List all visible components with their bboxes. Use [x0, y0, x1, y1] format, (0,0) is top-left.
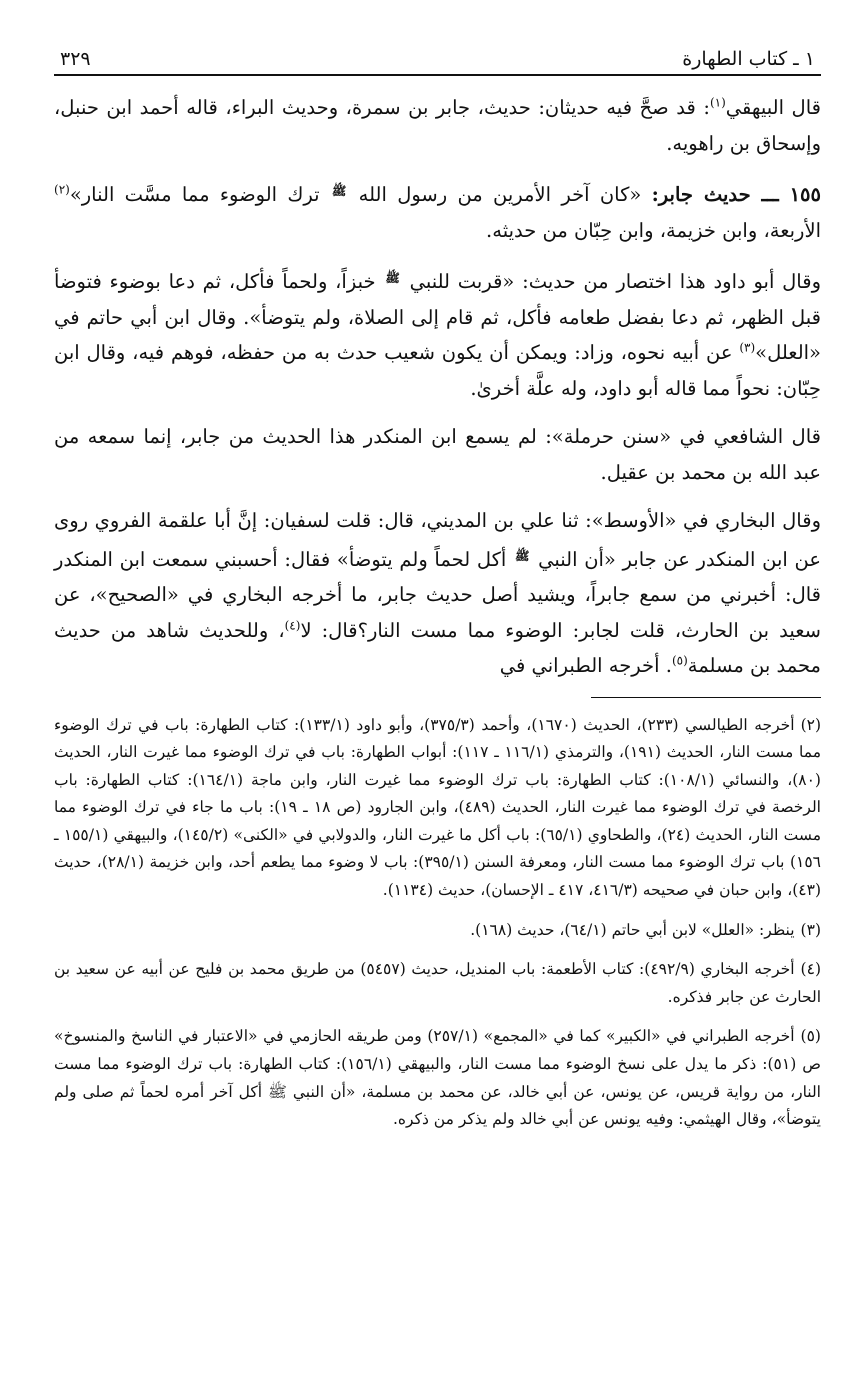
paragraph-bayhaqi [54, 90, 821, 161]
footnote-text: ينظر: «العلل» لابن أبي حاتم (٦٤/١)، حديث (١٦٨). [470, 920, 795, 939]
main-text [54, 90, 821, 684]
salla-glyph: ﷺ [331, 184, 347, 198]
footnote-ref[interactable]: (٥) [671, 653, 688, 668]
para-lead: قال البيهقي [725, 96, 821, 119]
footnote-ref[interactable]: (٣) [739, 340, 756, 355]
para-text: ترك الوضوء مما مسَّت النار» [69, 183, 330, 206]
footnote-ref[interactable]: (٤) [284, 618, 301, 632]
paragraph-hadith-155 [54, 174, 821, 248]
para-text: : قد صحَّ فيه حديثان: حديث، جابر بن سمرة، وحديث البراء، قاله أحمد ابن حنبل، وإسحاق بن راهويه. [54, 96, 821, 155]
footnote-3 [54, 917, 821, 945]
footnote-divider [591, 697, 821, 698]
para-text: ، وللحديث شاهد من حديث محمد بن مسلمة [54, 618, 821, 677]
footnote-ref[interactable]: (١) [709, 95, 726, 110]
para-text: خبزاً، ولحماً فأكل، ثم دعا بوضوء فتوضأ قبل الظهر، ثم دعا بفضل طعامه فأكل، ثم قام إلى الصلاة، ولم يتوضأ». وقال ابن أبي حاتم في «العلل» [54, 270, 821, 364]
chapter-title: ١ ـ كتاب الطهارة [682, 48, 815, 70]
running-header [54, 48, 821, 76]
footnote-text: أخرجه البخاري (٤٩٢/٩): كتاب الأطعمة: باب المنديل، حديث (٥٤٥٧) من طريق محمد بن فليح عن أبيه عن سعيد بن الحارث عن جابر فذكره. [54, 960, 821, 1006]
para-text: قال الشافعي في «سنن حرملة»: لم يسمع ابن المنكدر هذا الحديث من جابر، إنما سمعه من عبد الله بن محمد بن عقيل. [54, 425, 821, 484]
footnote-number: (٣) [800, 920, 821, 939]
para-text: عن أبيه نحوه، وزاد: ويمكن أن يكون شعيب حدث به من حفظه، فوهم فيه، وقال ابن حِبّان: نحواً مما قاله أبو داود، وله علَّة أخرىٰ. [54, 341, 821, 400]
paragraph-abu-dawud [54, 261, 821, 406]
paragraph-shafii [54, 419, 821, 490]
footnote-ref[interactable]: (٢) [54, 182, 70, 197]
footnotes-section [54, 712, 821, 1134]
footnote-text: أخرجه الطبراني في «الكبير» كما في «المجمع» (٢٥٧/١) ومن طريقه الحازمي في «الاعتبار في الناسخ والمنسوخ» ص (٥١): ذكر ما يدل على نسخ الوضوء مما مست النار، والبيهقي (١٥٦/١): كتاب الطهارة: باب ترك الوضوء مما مست النار، من رواية قريس، عن يونس، عن أبي خالد، عن محمد بن مسلمة، «أن النبي ﷺ أكل آخر أمره لحماً ثم صلى ولم يتوضأ»، وقال الهيثمي: وفيه يونس عن أبي خالد ولم يذكر من ذكره. [54, 1027, 821, 1129]
para-text: أكل لحماً ولم يتوضأ» فقال: أحسبني سمعت ابن المنكدر قال: أخبرني من سمع جابراً، ويشيد أصل حديث جابر، ما أخرجه البخاري في «الصحيح»، عن سعيد بن الحارث، قلت لجابر: الوضوء مما مست النار؟قال: لا [54, 547, 821, 642]
hadith-number-label: ١٥٥ ـــ حديث جابر: [651, 183, 821, 206]
footnote-number: (٥) [800, 1027, 821, 1046]
footnote-text: أخرجه الطيالسي (٢٣٣)، الحديث (١٦٧٠)، وأحمد (٣٧٥/٣)، وأبو داود (١٣٣/١): كتاب الطهارة: باب في ترك الوضوء مما مست النار، الحديث (١٩١)، والترمذي (١١٦/١ ـ ١١٧): أبواب الطهارة: باب في ترك الوضوء مما غيرت النار، الحديث (٨٠)، والنسائي (١٠٨/١): كتاب الطهارة: باب ترك الوضوء مما غيرت النار، وابن ماجة (١٦٤/١): كتاب الطهارة: باب الرخصة في ترك الوضوء مما غيرت النار، الحديث (٤٨٩)، وابن الجارود (ص ١٨ ـ ١٩): باب ما جاء في ترك الوضوء مما مست النار، الحديث (٢٤)، والطحاوي (٦٥/١): باب أكل ما غيرت النار، والدولابي في «الكنى» (١٤٥/٢)، والبيهقي (١٥٥/١ ـ ١٥٦) باب ترك الوضوء مما مست النار، ومعرفة السنن (٣٩٥/١): باب لا وضوء مما يطعم أحد، وابن خزيمة (٢٨/١)، حديث (٤٣)، وابن حبان في صحيحه (٤١٦/٣، ٤١٧ ـ الإحسان)، حديث (١١٣٤). [54, 715, 821, 900]
footnote-number: (٤) [800, 960, 821, 979]
paragraph-bukhari [54, 503, 821, 684]
footnote-5 [54, 1023, 821, 1133]
salla-glyph: ﷺ [514, 548, 530, 563]
footnote-2 [54, 712, 821, 905]
book-page [54, 48, 821, 1146]
para-text: «كان آخر الأمرين من رسول الله [348, 183, 652, 206]
page-number: ٣٢٩ [60, 48, 91, 70]
para-text: وقال البخاري في «الأوسط»: ثنا علي بن المديني، قال: قلت لسفيان: إنَّ أبا علقمة الفروي روى عن ابن المنكدر عن جابر «أن النبي [54, 509, 821, 571]
salla-glyph: ﷺ [385, 271, 400, 285]
footnote-4 [54, 956, 821, 1011]
footnote-number: (٢) [800, 715, 822, 734]
para-text: وقال أبو داود هذا اختصار من حديث: «قربت للنبي [401, 270, 821, 293]
para-text: . أخرجه الطبراني في [499, 654, 672, 677]
para-text: الأربعة، وابن خزيمة، وابن حِبّان من حديثه. [486, 218, 821, 242]
